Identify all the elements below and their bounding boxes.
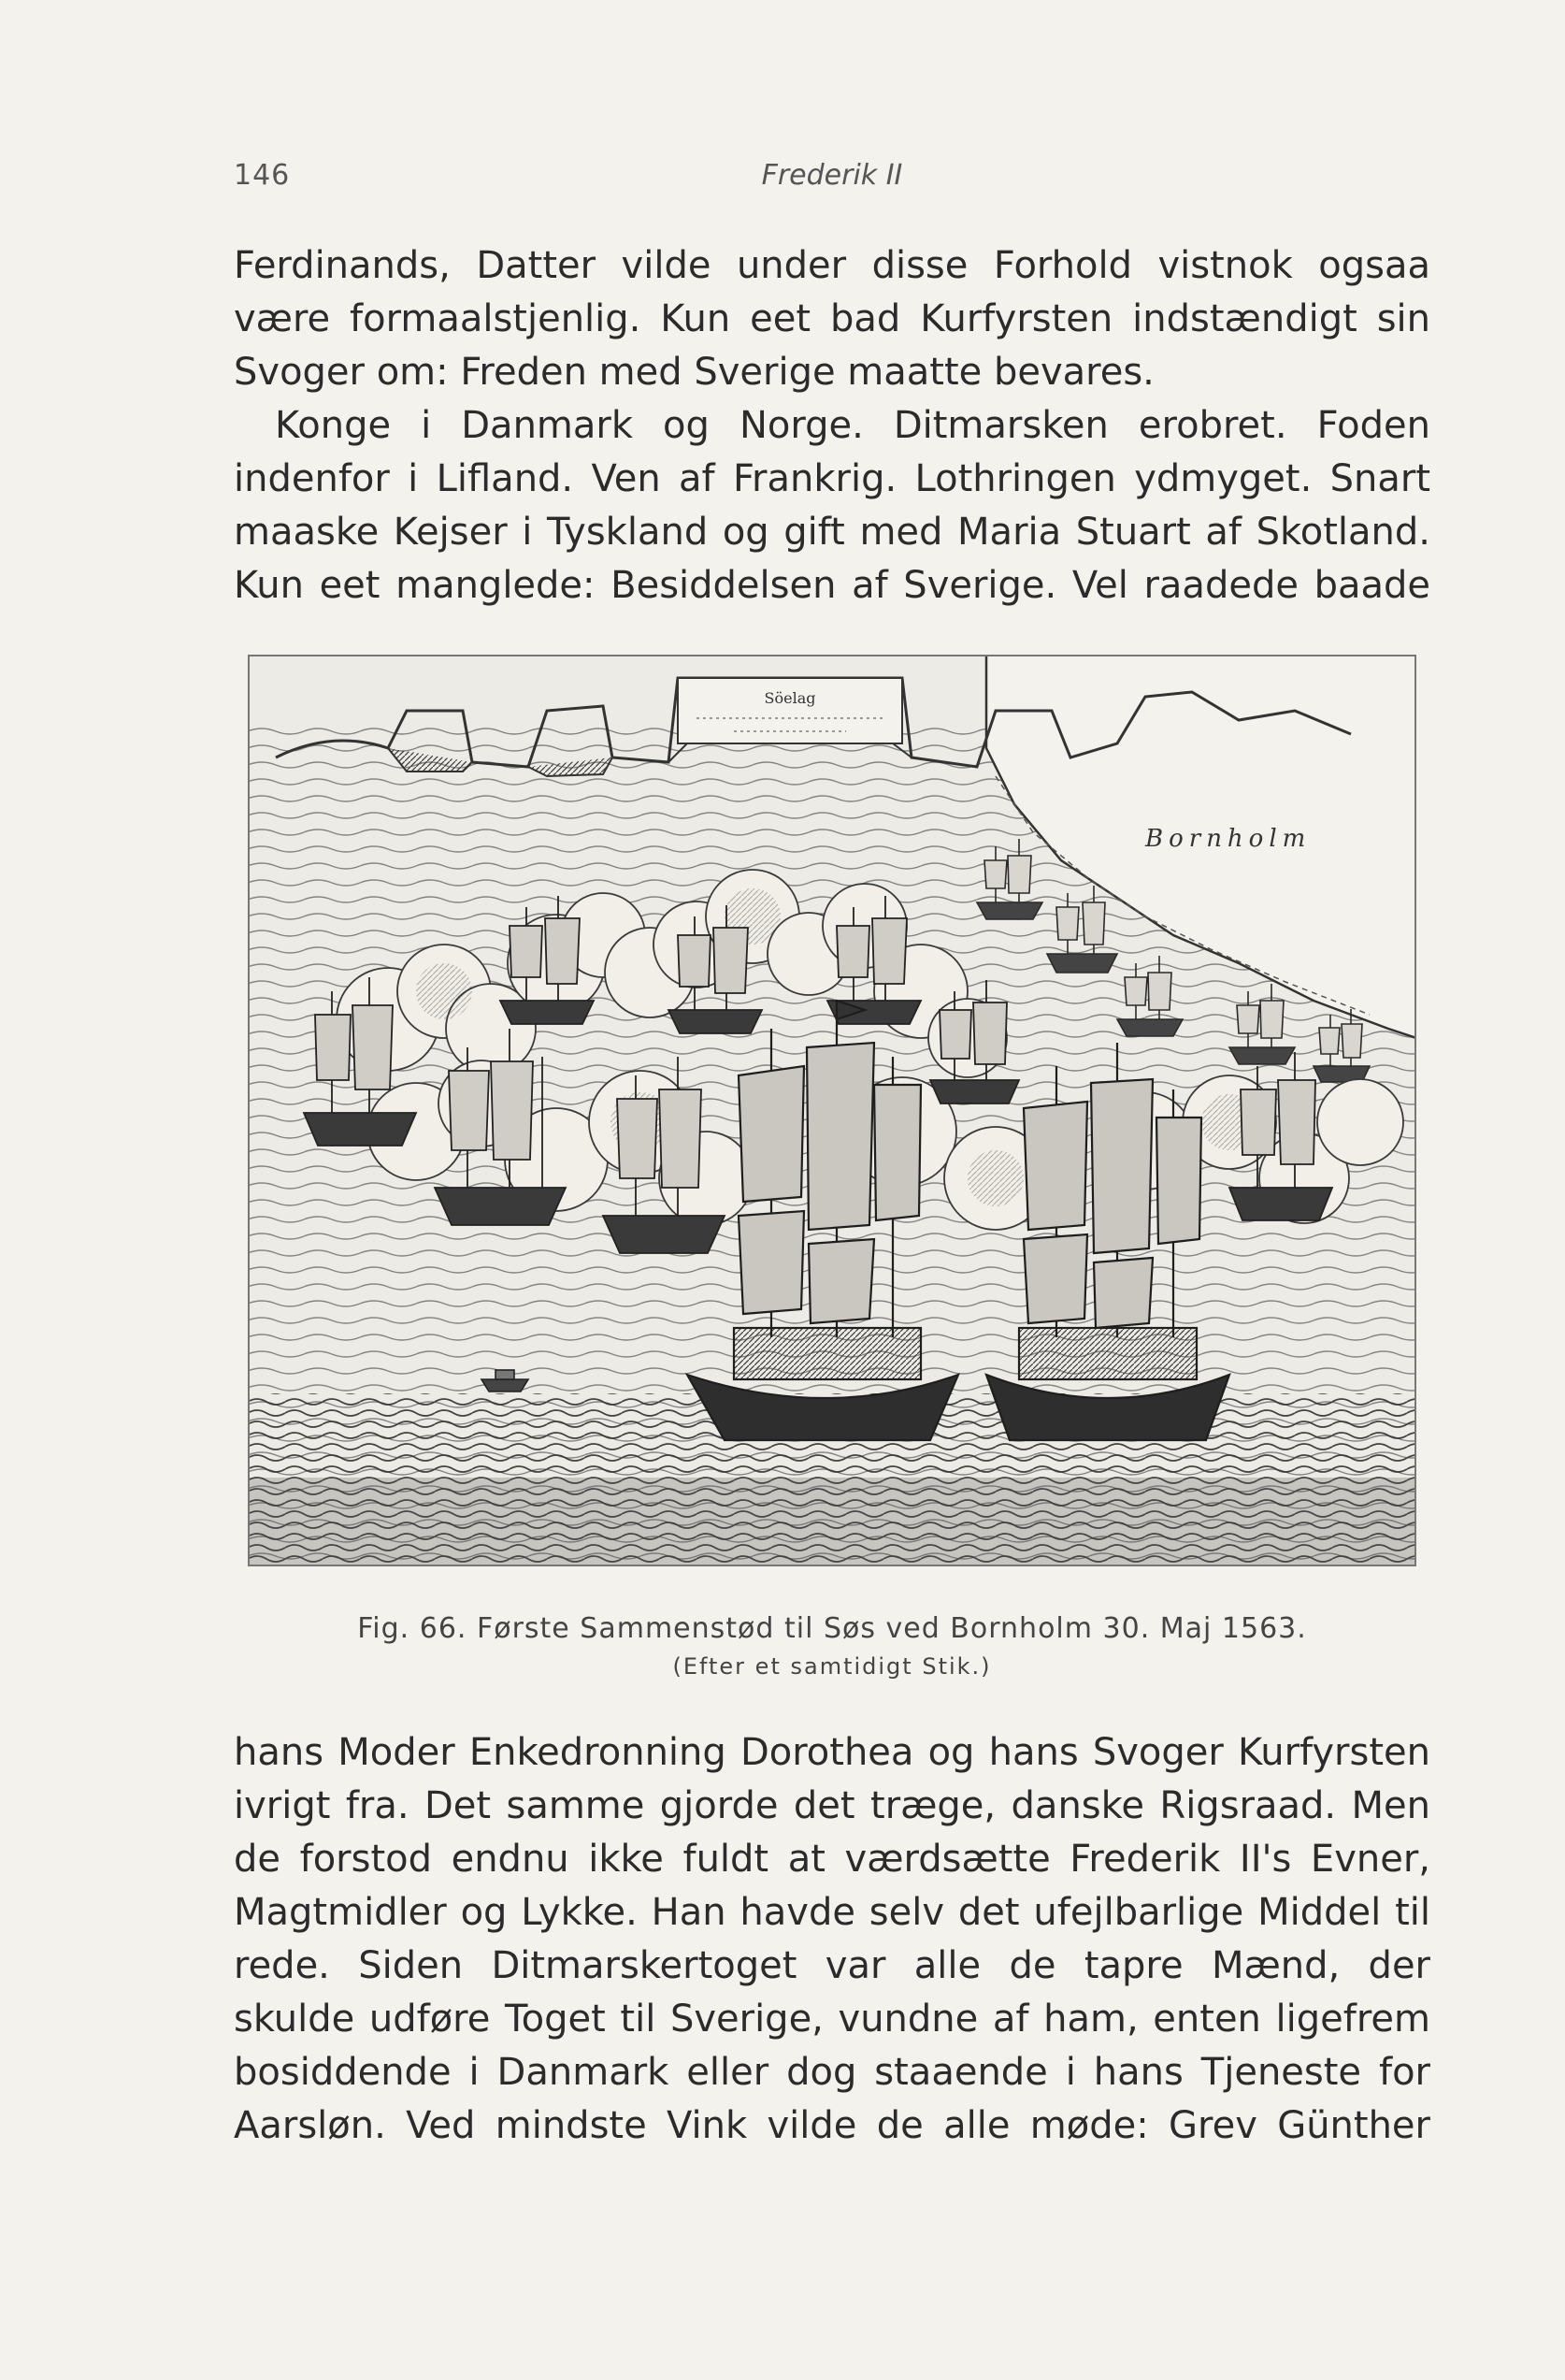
running-title: Frederik II xyxy=(761,159,903,192)
page-number: 146 xyxy=(234,159,291,192)
body-text-bottom xyxy=(234,1726,1430,2153)
running-head xyxy=(234,159,1430,196)
paragraph-hans-moder: hans Moder Enkedronning Dorothea og hans Svoger Kurfyrsten ivrigt fra. Det samme gjorde det træge, danske Rigsraad. Men de forstod endnu ikke fuldt at værdsætte Frederik II's Evner, Magtmidler og Lykke. Han havde selv det ufejlbarlige Middel til rede. Siden Ditmarskertoget var alle de tapre Mænd, der skulde udføre Toget til Sverige, vundne af ham, enten ligefrem bosiddende i Danmark eller dog staaende i hans Tjeneste for Aarsløn. Ved mindste Vink vilde de alle møde: Grev Günther xyxy=(234,1731,1430,2147)
body-text-top xyxy=(234,239,1430,613)
figure-caption: Fig. 66. Første Sammenstød til Søs ved Bornholm 30. Maj 1563. xyxy=(357,1612,1307,1645)
naval-battle-engraving xyxy=(248,655,1416,1566)
paragraph-ferdinands: Ferdinands, Datter vilde under disse Forhold vistnok ogsaa være formaalstjenlig. Kun eet bad Kurfyrsten indstændigt sin Svoger om: Freden med Sverige maatte bevares. xyxy=(234,244,1430,394)
coast-label: Bornholm xyxy=(1145,825,1312,853)
banner-title: Söelag xyxy=(764,689,816,707)
paragraph-konge: Konge i Danmark og Norge. Ditmarsken erobret. Foden indenfor i Lifland. Ven af Frankrig. Lothringen ydmyget. Snart maaske Kejser i Tyskland og gift med Maria Stuart af Skotland. Kun eet manglede: Besiddelsen af Sverige. Vel raadede baade xyxy=(234,404,1430,607)
figure-source-note: (Efter et samtidigt Stik.) xyxy=(672,1653,992,1680)
